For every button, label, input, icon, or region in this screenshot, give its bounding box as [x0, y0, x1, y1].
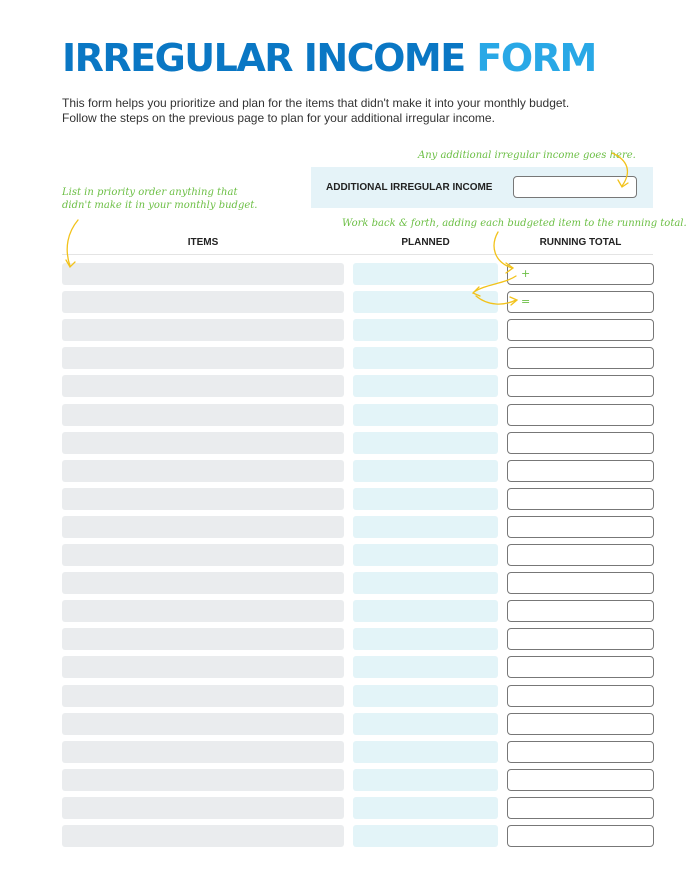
running-total-cell[interactable] [507, 600, 654, 622]
running-total-cell[interactable] [507, 291, 654, 313]
running-total-cell[interactable] [507, 544, 654, 566]
item-cell[interactable] [62, 516, 344, 538]
column-header-items: ITEMS [187, 237, 219, 248]
planned-cell[interactable] [353, 741, 498, 763]
running-total-cell[interactable] [507, 769, 654, 791]
running-total-cell[interactable] [507, 825, 654, 847]
planned-cell[interactable] [353, 291, 498, 313]
running-total-cell[interactable] [507, 432, 654, 454]
item-cell[interactable] [62, 347, 344, 369]
item-cell[interactable] [62, 544, 344, 566]
item-cell[interactable] [62, 319, 344, 341]
running-total-cell[interactable] [507, 572, 654, 594]
planned-cell[interactable] [353, 375, 498, 397]
item-cell[interactable] [62, 375, 344, 397]
item-cell[interactable] [62, 432, 344, 454]
running-total-cell[interactable] [507, 404, 654, 426]
item-cell[interactable] [62, 713, 344, 735]
column-header-planned: PLANNED [401, 237, 450, 248]
item-cell[interactable] [62, 741, 344, 763]
item-cell[interactable] [62, 263, 344, 285]
running-total-cell[interactable] [507, 488, 654, 510]
planned-cell[interactable] [353, 488, 498, 510]
item-cell[interactable] [62, 460, 344, 482]
planned-cell[interactable] [353, 460, 498, 482]
planned-cell[interactable] [353, 656, 498, 678]
item-cell[interactable] [62, 488, 344, 510]
intro-line-1: This form helps you prioritize and plan for the items that didn't make it into your monthly budget. [62, 96, 570, 110]
item-cell[interactable] [62, 572, 344, 594]
item-cell[interactable] [62, 685, 344, 707]
running-total-cell[interactable] [507, 685, 654, 707]
note-work-text: Work back & forth, adding each budgeted item to the running total. [342, 218, 687, 229]
note-additional-text: Any additional irregular income goes here. [418, 150, 636, 161]
running-total-cell[interactable] [507, 741, 654, 763]
title-main: IRREGULAR INCOME [62, 36, 465, 80]
item-cell[interactable] [62, 291, 344, 313]
planned-cell[interactable] [353, 713, 498, 735]
planned-cell[interactable] [353, 769, 498, 791]
planned-cell[interactable] [353, 404, 498, 426]
running-total-cell[interactable] [507, 319, 654, 341]
planned-cell[interactable] [353, 628, 498, 650]
item-cell[interactable] [62, 600, 344, 622]
intro-line-2: Follow the steps on the previous page to plan for your additional irregular income. [62, 111, 495, 125]
planned-cell[interactable] [353, 516, 498, 538]
item-cell[interactable] [62, 797, 344, 819]
plus-sign: + [521, 267, 531, 280]
planned-cell[interactable] [353, 572, 498, 594]
planned-cell[interactable] [353, 685, 498, 707]
item-cell[interactable] [62, 825, 344, 847]
equals-sign: = [521, 295, 531, 308]
planned-cell[interactable] [353, 347, 498, 369]
planned-cell[interactable] [353, 319, 498, 341]
planned-cell[interactable] [353, 825, 498, 847]
planned-cell[interactable] [353, 263, 498, 285]
running-total-cell[interactable] [507, 516, 654, 538]
running-total-cell[interactable] [507, 797, 654, 819]
item-cell[interactable] [62, 628, 344, 650]
column-header-running-total: RUNNING TOTAL [539, 237, 622, 248]
running-total-cell[interactable] [507, 656, 654, 678]
title-accent: FORM [476, 36, 596, 80]
planned-cell[interactable] [353, 432, 498, 454]
running-total-cell[interactable] [507, 375, 654, 397]
item-cell[interactable] [62, 656, 344, 678]
planned-cell[interactable] [353, 797, 498, 819]
item-cell[interactable] [62, 769, 344, 791]
additional-income-label: ADDITIONAL IRREGULAR INCOME [326, 182, 493, 193]
planned-cell[interactable] [353, 544, 498, 566]
planned-cell[interactable] [353, 600, 498, 622]
running-total-cell[interactable] [507, 628, 654, 650]
running-total-cell[interactable] [507, 347, 654, 369]
running-total-cell[interactable] [507, 713, 654, 735]
note-priority-line-1: List in priority order anything that [62, 187, 238, 198]
running-total-cell[interactable] [507, 460, 654, 482]
note-priority-line-2: didn't make it in your monthly budget. [62, 200, 258, 211]
item-cell[interactable] [62, 404, 344, 426]
running-total-cell[interactable] [507, 263, 654, 285]
